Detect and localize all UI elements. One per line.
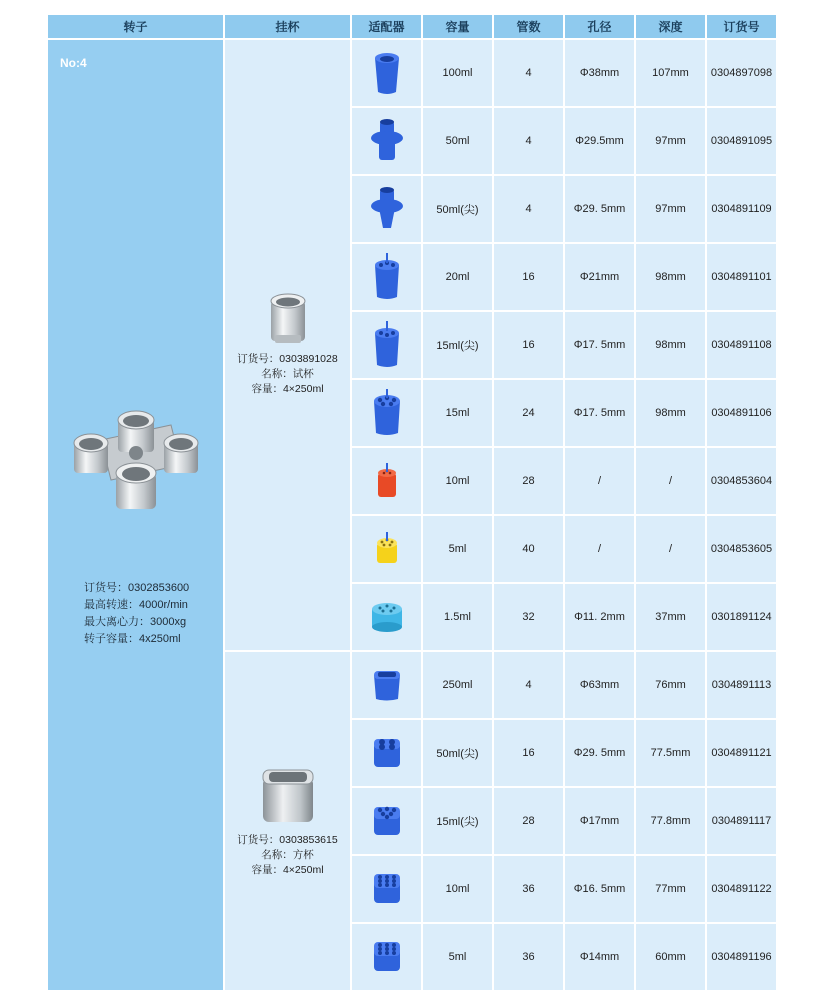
teal-8-hole-adapter-icon [352,597,421,637]
hole-cell: Φ16. 5mm [565,856,634,922]
rotor-order-number: 订货号：0302853600 [84,582,190,594]
rotor-max-speed: 最高转速：4000r/min [84,599,188,611]
adapter-cell [352,312,421,378]
square-bucket-image [257,764,319,826]
depth-cell: 77.8mm [636,788,705,854]
order-cell: 0304891122 [707,856,776,922]
adapter-cell [352,108,421,174]
hole-cell: Φ17. 5mm [565,312,634,378]
adapter-cell [352,924,421,990]
capacity-cell: 15ml [423,380,492,446]
hole-cell: Φ29. 5mm [565,176,634,242]
blue-cylinder-adapter-icon [352,48,421,98]
tubes-cell: 40 [494,516,563,582]
rotor-capacity: 转子容量：4x250ml [84,633,181,645]
round-bucket-name: 名称：试杯 [261,368,314,380]
depth-cell: 97mm [636,176,705,242]
header-order: 订货号 [707,15,776,38]
hole-cell: Φ63mm [565,652,634,718]
square-bucket-name: 名称：方杯 [261,849,314,861]
adapter-cell [352,448,421,514]
hole-cell: Φ38mm [565,40,634,106]
header-capacity: 容量 [423,15,492,38]
depth-cell: 107mm [636,40,705,106]
rotor-info [84,580,189,648]
depth-cell: 97mm [636,108,705,174]
order-cell: 0304897098 [707,40,776,106]
hole-cell: Φ17mm [565,788,634,854]
tubes-cell: 16 [494,720,563,786]
order-cell: 0304853605 [707,516,776,582]
adapter-cell [352,244,421,310]
round-bucket-info [225,352,350,397]
depth-cell: 77mm [636,856,705,922]
blue-4-hole-square-adapter-icon [352,733,421,773]
hole-cell: Φ11. 2mm [565,584,634,650]
order-cell: 0304891101 [707,244,776,310]
adapter-cell [352,720,421,786]
tubes-cell: 4 [494,176,563,242]
header-depth: 深度 [636,15,705,38]
capacity-cell: 50ml(尖) [423,720,492,786]
round-bucket-cell [225,40,350,650]
tubes-cell: 4 [494,40,563,106]
depth-cell: 76mm [636,652,705,718]
depth-cell: 37mm [636,584,705,650]
rotor-max-rcf: 最大离心力：3000xg [84,616,187,628]
order-cell: 0304891095 [707,108,776,174]
tubes-cell: 28 [494,788,563,854]
adapter-cell [352,652,421,718]
table-row [48,40,776,106]
hole-cell: Φ17. 5mm [565,380,634,446]
hole-cell: Φ21mm [565,244,634,310]
blue-4-hole-adapter-icon [352,251,421,303]
depth-cell: 98mm [636,380,705,446]
adapter-cell [352,856,421,922]
capacity-cell: 10ml [423,448,492,514]
depth-cell: 98mm [636,244,705,310]
blue-square-adapter-icon [352,665,421,705]
order-cell: 0304891117 [707,788,776,854]
hole-cell: / [565,516,634,582]
order-cell: 0304891108 [707,312,776,378]
tubes-cell: 24 [494,380,563,446]
tubes-cell: 36 [494,856,563,922]
order-cell: 0304891106 [707,380,776,446]
adapter-cell [352,380,421,446]
tubes-cell: 32 [494,584,563,650]
square-bucket-order-number: 订货号：0303853615 [237,834,338,846]
hole-cell: Φ29. 5mm [565,720,634,786]
rotor-panel [48,40,223,990]
hole-cell: / [565,448,634,514]
round-bucket-image [267,293,309,345]
tubes-cell: 28 [494,448,563,514]
capacity-cell: 10ml [423,856,492,922]
order-cell: 0304891196 [707,924,776,990]
capacity-cell: 1.5ml [423,584,492,650]
header-rotor: 转子 [48,15,223,38]
rotor-image [66,385,206,518]
square-bucket-capacity: 容量：4×250ml [251,864,324,876]
capacity-cell: 50ml(尖) [423,176,492,242]
red-7-hole-adapter-icon [352,459,421,503]
adapter-cell [352,584,421,650]
blue-4-hole-adapter-icon [352,319,421,371]
blue-9-hole-square-adapter-icon [352,937,421,977]
header-row [48,15,776,38]
capacity-cell: 5ml [423,516,492,582]
header-bucket: 挂杯 [225,15,350,38]
header-hole: 孔径 [565,15,634,38]
capacity-cell: 100ml [423,40,492,106]
depth-cell: / [636,448,705,514]
rotor-catalog-table [46,13,778,992]
yellow-10-hole-adapter-icon [352,527,421,571]
header-tubes: 管数 [494,15,563,38]
adapter-cell [352,176,421,242]
capacity-cell: 15ml(尖) [423,788,492,854]
blue-flanged-adapter-icon [352,184,421,234]
hole-cell: Φ14mm [565,924,634,990]
order-cell: 0304891113 [707,652,776,718]
tubes-cell: 16 [494,244,563,310]
capacity-cell: 5ml [423,924,492,990]
adapter-cell [352,40,421,106]
order-cell: 0301891124 [707,584,776,650]
adapter-cell [352,788,421,854]
blue-7-hole-square-adapter-icon [352,801,421,841]
tubes-cell: 4 [494,108,563,174]
tubes-cell: 36 [494,924,563,990]
order-cell: 0304891121 [707,720,776,786]
square-bucket-info [225,833,350,878]
depth-cell: 77.5mm [636,720,705,786]
hole-cell: Φ29.5mm [565,108,634,174]
tubes-cell: 4 [494,652,563,718]
blue-6-hole-adapter-icon [352,387,421,439]
depth-cell: 98mm [636,312,705,378]
adapter-cell [352,516,421,582]
depth-cell: / [636,516,705,582]
order-cell: 0304853604 [707,448,776,514]
square-bucket-cell [225,652,350,990]
capacity-cell: 50ml [423,108,492,174]
header-adapter: 适配器 [352,15,421,38]
round-bucket-capacity: 容量：4×250ml [251,383,324,395]
capacity-cell: 250ml [423,652,492,718]
capacity-cell: 20ml [423,244,492,310]
capacity-cell: 15ml(尖) [423,312,492,378]
round-bucket-order-number: 订货号：0303891028 [237,353,338,365]
blue-9-hole-square-adapter-icon [352,869,421,909]
depth-cell: 60mm [636,924,705,990]
tubes-cell: 16 [494,312,563,378]
rotor-number: No:4 [60,56,87,70]
order-cell: 0304891109 [707,176,776,242]
blue-flanged-adapter-icon [352,116,421,166]
